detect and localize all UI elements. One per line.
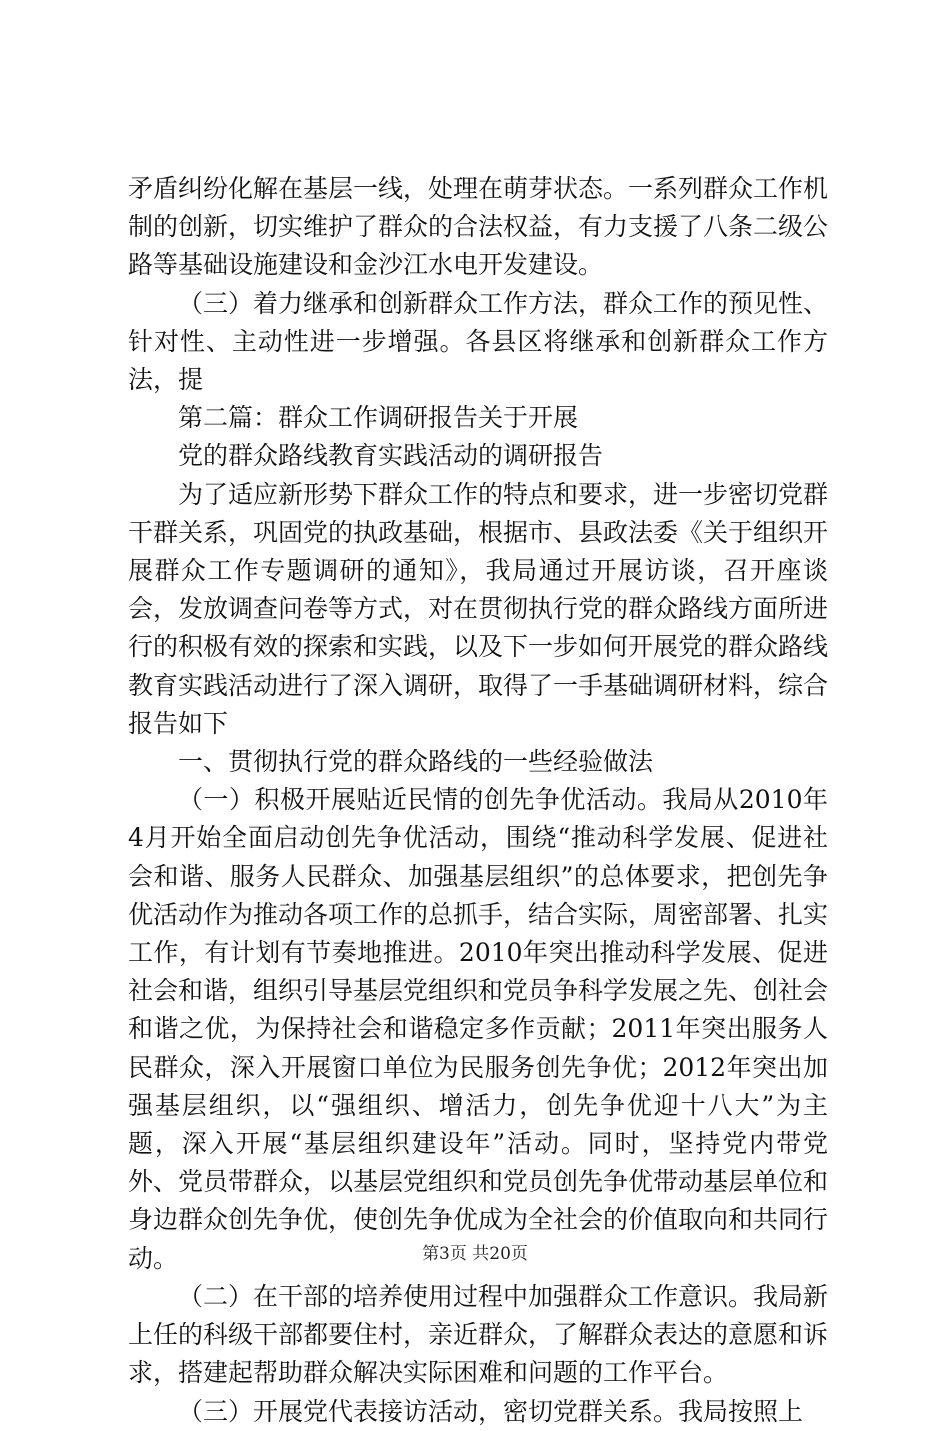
paragraph-item-two: （二）在干部的培养使用过程中加强群众工作意识。我局新上任的科级干部都要住村，亲近群众，了解群众表达的意愿和诉求，搭建起帮助群众解决实际困难和问题的工作平台。 bbox=[128, 1281, 829, 1388]
paragraph-item-one: （一）积极开展贴近民情的创先争优活动。我局从2010年4月开始全面启动创先争优活动，围绕“推动科学发展、促进社会和谐、服务人民群众、加强基层组织”的总体要求，把创先争优活动作为推动各项工作的总抓手，结合实际，周密部署、扎实工作，有计划有节奏地推进。2010年突出推动科学发展、促进社会和谐，组织引导基层党组织和党员争科学发展之先、创社会和谐之优，为保持社会和谐稳定多作贡献；2011年突出服务人民群众，深入开展窗口单位为民服务创先争优；2012年突出加强基层组织，以“强组织、增活力，创先争优迎十八大”为主题，深入开展“基层组织建设年”活动。同时，坚持党内带党外、党员带群众，以基层党组织和党员创先争优带动基层单位和身边群众创先争优，使创先争优成为全社会的价值取向和共同行动。 bbox=[128, 785, 829, 1273]
paragraph-section-three: （三）着力继承和创新群众工作方法，群众工作的预见性、针对性、主动性进一步增强。各县区将继承和创新群众工作方法，提 bbox=[128, 288, 829, 395]
paragraph-intro: 为了适应新形势下群众工作的特点和要求，进一步密切党群干群关系，巩固党的执政基础，根据市、县政法委《关于组织开展群众工作专题调研的通知》，我局通过开展访谈，召开座谈会，发放调查问卷等方式，对在贯彻执行党的群众路线方面所进行的积极有效的探索和实践，以及下一步如何开展党的群众路线教育实践活动进行了深入调研，取得了一手基础调研材料，综合报告如下 bbox=[128, 479, 829, 738]
paragraph-continuation: 矛盾纠纷化解在基层一线，处理在萌芽状态。一系列群众工作机制的创新，切实维护了群众的合法权益，有力支援了八条二级公路等基础设施建设和金沙江水电开发建设。 bbox=[128, 174, 829, 280]
section-heading: 一、贯彻执行党的群众路线的一些经验做法 bbox=[178, 747, 654, 777]
chapter-subheading: 党的群众路线教育实践活动的调研报告 bbox=[178, 441, 604, 471]
chapter-heading: 第二篇：群众工作调研报告关于开展 bbox=[178, 403, 579, 433]
page-number-footer: 第3页 共20页 bbox=[422, 1244, 528, 1264]
paragraph-item-three: （三）开展党代表接访活动，密切党群关系。我局按照上 bbox=[178, 1396, 804, 1426]
